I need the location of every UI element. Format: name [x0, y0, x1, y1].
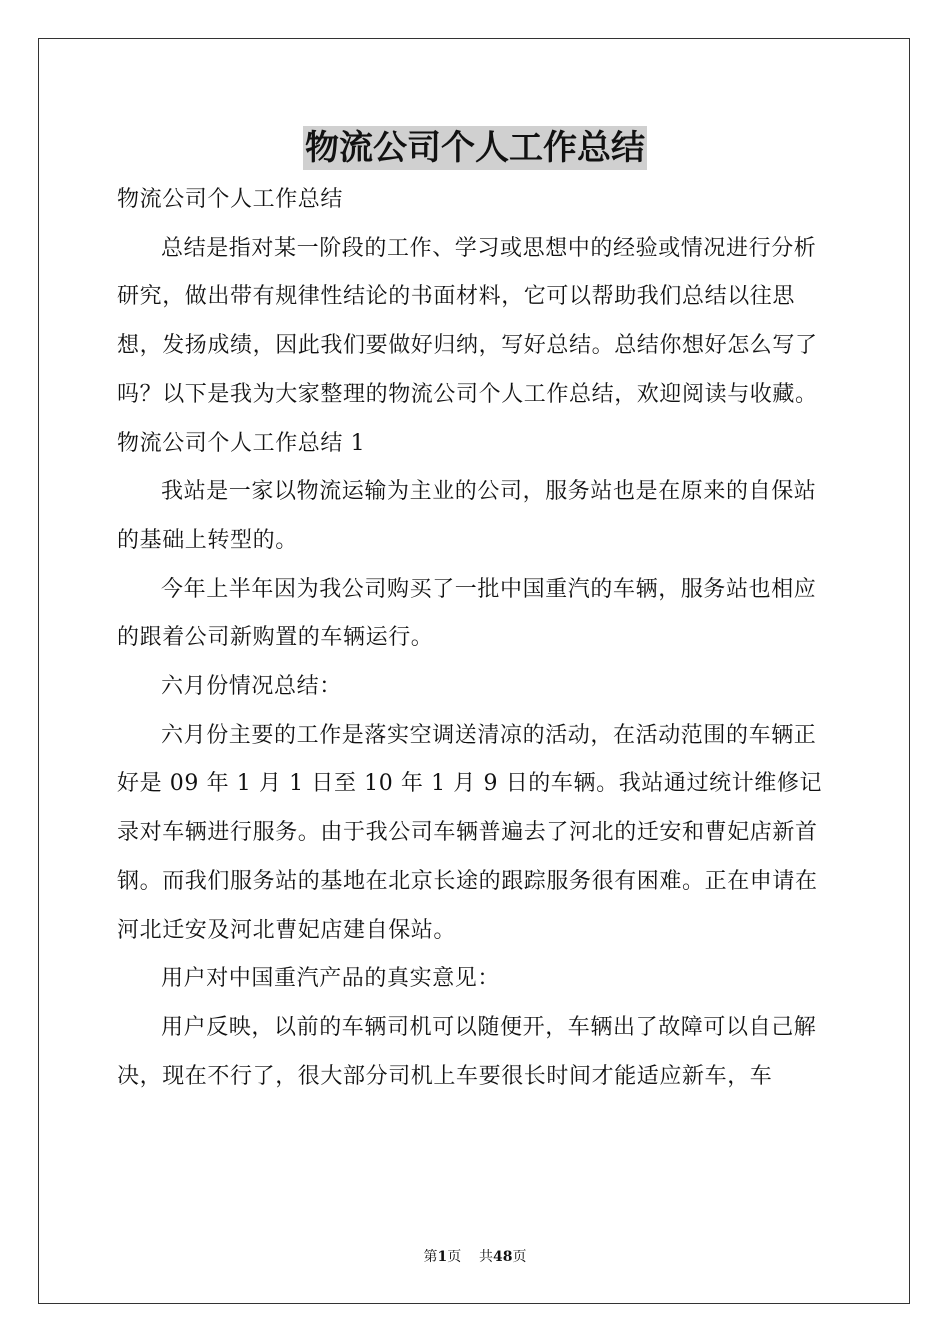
- current-page-number: 1: [437, 1249, 448, 1265]
- total-prefix: 共: [479, 1249, 494, 1265]
- paragraph: 物流公司个人工作总结: [117, 187, 344, 212]
- paragraph: 今年上半年因为我公司购买了一批中国重汽的车辆，服务站也相应的跟着公司新购置的车辆运行。: [117, 576, 817, 651]
- paragraph: 六月份主要的工作是落实空调送清凉的活动，在活动范围的车辆正好是 09 年 1 月 1 日至 10 年 1 月 9 日的车辆。我站通过统计维修记录对车辆进行服务。由于我公司车辆普遍去了河北的迁安和曹妃店新首钢。而我们服务站的基地在北京长途的跟踪服务很有困难。正在申请在河北迁安及河北曹妃店建自保站。: [117, 722, 823, 943]
- page-footer: [0, 1246, 950, 1266]
- page-prefix: 第: [423, 1249, 438, 1265]
- paragraph: 用户反映，以前的车辆司机可以随便开，车辆出了故障可以自己解决，现在不行了，很大部分司机上车要很长时间才能适应新车，车: [117, 1014, 817, 1089]
- paragraph: 总结是指对某一阶段的工作、学习或思想中的经验或情况进行分析研究，做出带有规律性结论的书面材料，它可以帮助我们总结以往思想，发扬成绩，因此我们要做好归纳，写好总结。总结你想好怎么写了吗？以下是我为大家整理的物流公司个人工作总结，欢迎阅读与收藏。: [117, 235, 818, 407]
- page-unit: 页: [447, 1249, 462, 1265]
- paragraph: 用户对中国重汽产品的真实意见：: [161, 966, 501, 992]
- total-unit: 页: [512, 1249, 527, 1265]
- document-body: [117, 176, 833, 1101]
- title-wrap: [0, 126, 950, 170]
- document-title: 物流公司个人工作总结: [305, 128, 645, 168]
- paragraph: 六月份情况总结：: [161, 674, 342, 700]
- paragraph: 物流公司个人工作总结 1: [117, 430, 366, 456]
- paragraph: 我站是一家以物流运输为主业的公司，服务站也是在原来的自保站的基础上转型的。: [117, 479, 817, 553]
- total-page-count: 48: [493, 1249, 513, 1265]
